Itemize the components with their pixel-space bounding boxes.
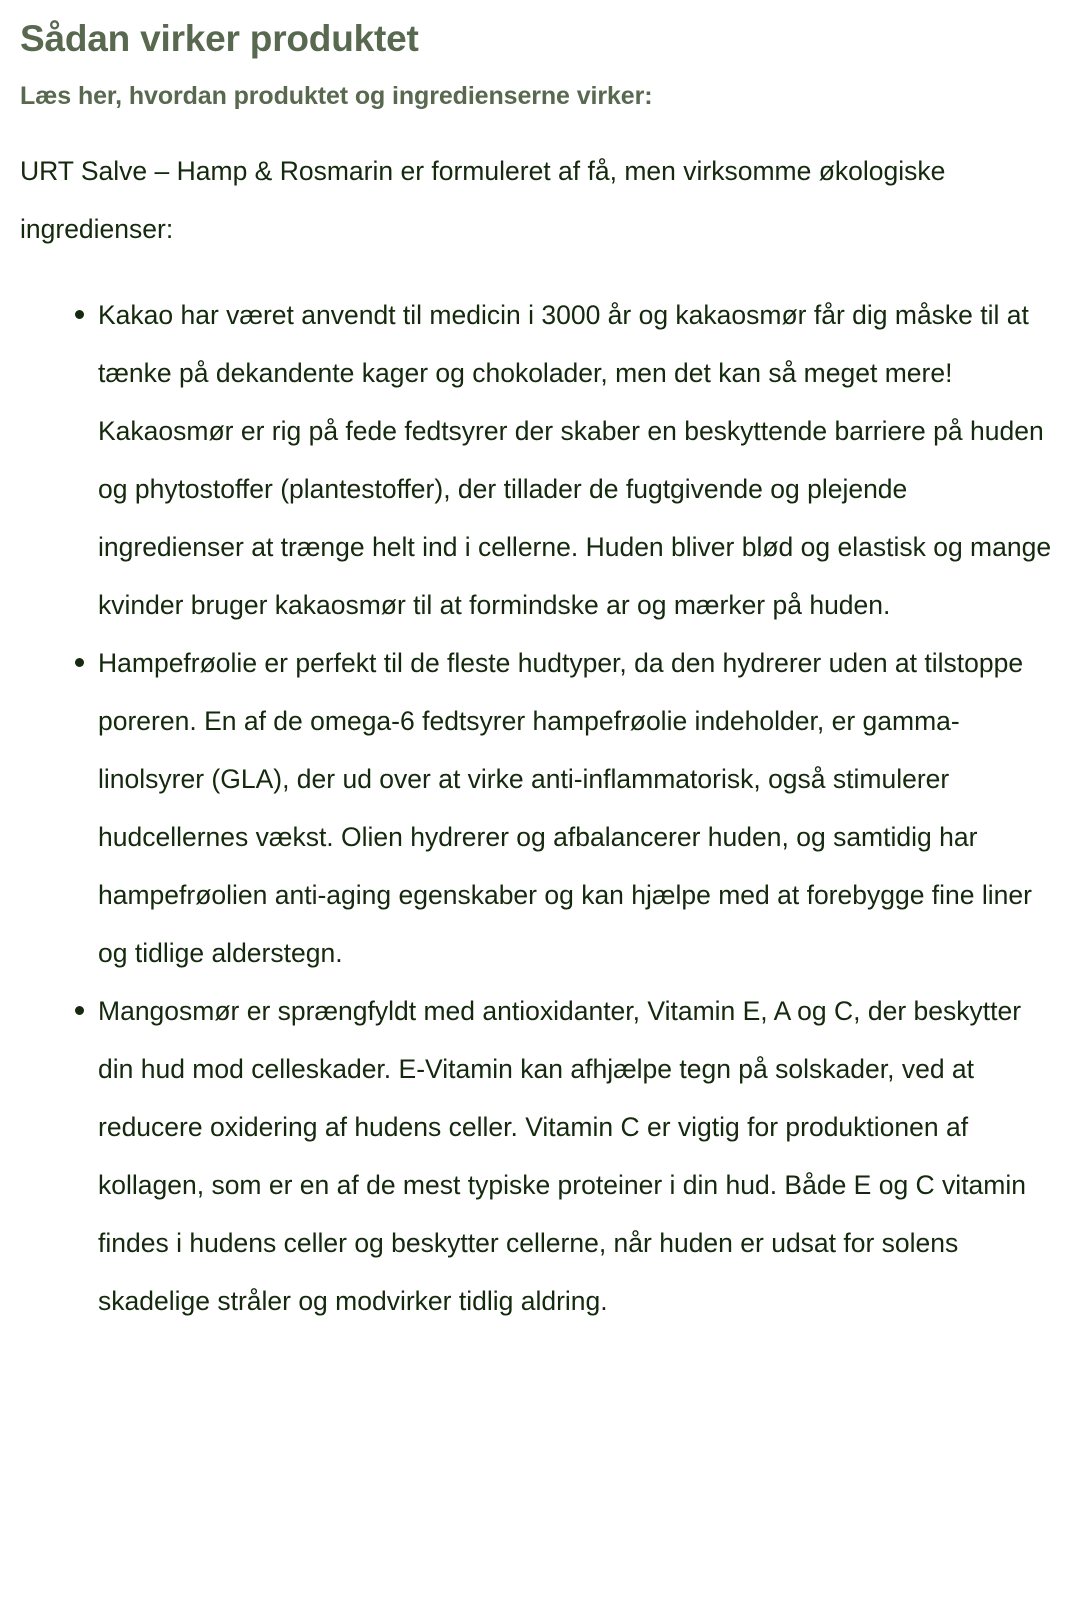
- list-item: [20, 634, 1054, 982]
- bullet-icon: [75, 1006, 84, 1015]
- list-item-text: Hampefrøolie er perfekt til de fleste hudtyper, da den hydrerer uden at tilstoppe poreren. En af de omega-6 fedtsyrer hampefrøolie indeholder, er gamma-linolsyrer (GLA), der ud over at virke anti-inflammatorisk, også stimulerer hudcellernes vækst. Olien hydrerer og afbalancerer huden, og samtidig har hampefrøolien anti-aging egenskaber og kan hjælpe med at forebygge fine liner og tidlige alderstegn.: [98, 648, 1032, 969]
- section-subtitle: Læs her, hvordan produktet og ingredienserne virker:: [20, 82, 653, 111]
- bullet-icon: [75, 310, 84, 319]
- list-item-text: Mangosmør er sprængfyldt med antioxidanter, Vitamin E, A og C, der beskytter din hud mod celleskader. E-Vitamin kan afhjælpe tegn på solskader, ved at reducere oxidering af hudens celler. Vitamin C er vigtig for produktionen af kollagen, som er en af de mest typiske proteiner i din hud. Både E og C vitamin findes i hudens celler og beskytter cellerne, når huden er udsat for solens skadelige stråler og modvirker tidlig aldring.: [98, 996, 1026, 1317]
- bullet-icon: [75, 658, 84, 667]
- ingredient-list: [0, 258, 1074, 1330]
- list-item: [20, 286, 1054, 634]
- list-item: [20, 982, 1054, 1330]
- list-item-text: Kakao har været anvendt til medicin i 3000 år og kakaosmør får dig måske til at tænke på dekandente kager og chokolader, men det kan så meget mere! Kakaosmør er rig på fede fedtsyrer der skaber en beskyttende barriere på huden og phytostoffer (plantestoffer), der tillader de fugtgivende og plejende ingredienser at trænge helt ind i cellerne. Huden bliver blød og elastisk og mange kvinder bruger kakaosmør til at formindske ar og mærker på huden.: [98, 300, 1052, 621]
- intro-paragraph: URT Salve – Hamp & Rosmarin er formuleret af få, men virksomme økologiske ingredienser:: [20, 156, 946, 245]
- page-title: Sådan virker produktet: [20, 18, 419, 59]
